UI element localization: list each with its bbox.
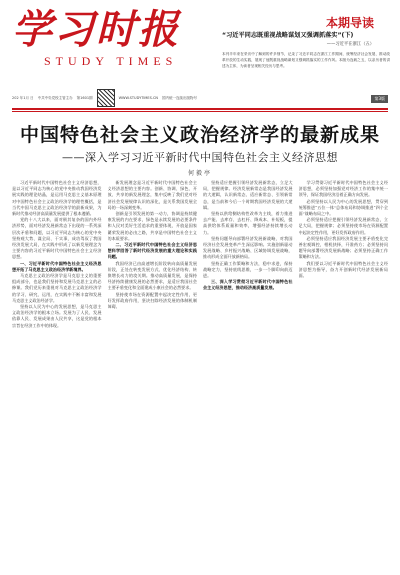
logo: 学习时报 (12, 6, 180, 53)
paragraph: 必须坚持适应把握引领经济发展新常态，立足大局，把握规律；必须坚持使市场在资源配置中起决定性作用，更好发挥政府作用。 (298, 217, 388, 235)
article-headline: 中国特色社会主义政治经济学的最新成果 (19, 124, 380, 146)
paragraph: 必须坚持适应我国经济发展主要矛盾变化完善宏观调控，相机抉择，开准药方；必须坚持问题导向部署经济发展新战略；必须坚持正确工作策略和方法。 (298, 235, 388, 260)
section-heading: 一、习近平新时代中国特色社会主义经济思想开拓了马克思主义政治经济学新境界。 (12, 260, 102, 272)
featured-title[interactable] (222, 30, 390, 39)
paragraph: 坚持使市场在资源配置中起决定性作用，更好发挥政府作用，坚决扫除经济发展的体制机制障碍。 (107, 291, 197, 310)
masthead (12, 8, 202, 88)
featured-title-text: “习近平同志既重视战略谋划又强调抓落实”(下) (222, 32, 354, 39)
article-body (12, 180, 388, 568)
paragraph: 必须坚持以人民为中心的发展思想，贯穿到统筹推进“五位一体”总体布局和协调推进“四个全面”战略布局之中。 (298, 198, 388, 217)
header-divider-thin (12, 111, 388, 112)
info-issue: 第1601期 (76, 95, 93, 100)
paragraph: 坚持以人民为中心的发展思想，是马克思主义政治经济学的根本立场。发展为了人民、发展依靠人民、发展成果由人民共享，这是党的根本宗旨在经济工作中的体现。 (12, 304, 102, 328)
article-column-4 (299, 180, 389, 568)
paragraph: 马克思主义政治经济学是马克思主义的重要组成部分，也是我们坚持和发展马克思主义的必修课。我们党历来重视对马克思主义政治经济学的学习、研究、运用，在实践中不断丰富和发展马克思主义政治经济学。 (12, 273, 102, 303)
paragraph: 学习贯彻习近平新时代中国特色社会主义经济思想，必须坚持加强党对经济工作的集中统一领导，保证我国经济沿着正确方向发展。 (298, 180, 388, 198)
logo-english: STUDY TIMES (44, 54, 178, 68)
paragraph: 坚持正确工作策略和方法，稳中求进，保持战略定力，坚持底线思维，一步一个脚印向前迈进。 (203, 260, 293, 279)
header-divider (12, 108, 388, 110)
article-column-1 (12, 180, 102, 568)
info-website: WWW.STUDYTIMES.CN (118, 95, 159, 100)
article-column-3 (203, 180, 293, 568)
featured-label: 本期导读 (325, 16, 374, 30)
article-column-2 (108, 180, 198, 568)
paragraph: 习近平新时代中国特色社会主义经济思想，是以习近平同志为核心的党中央推动我国经济发展实践的理论结晶，是运用马克思主义基本原理对中国特色社会主义政治经济学的理性概括，是当代中国马克思主义政治经济学的最新成果，为新时代推动经济高质量发展提供了根本遵循。 (12, 180, 102, 217)
featured-series: ——习近平在浙江（五） (326, 42, 374, 47)
qr-code-icon (97, 89, 115, 107)
info-publisher: 中共中央党校主管主办 (37, 95, 73, 100)
article-subhead: ——深入学习习近平新时代中国特色社会主义经济思想 (62, 151, 338, 164)
info-serial: 国内统一连续出版物号 (162, 95, 198, 100)
section-heading: 二、习近平新时代中国特色社会主义经济思想科学回答了新时代经济发展的重大理论和实践问题。 (107, 242, 197, 260)
page-tag: 第3版 (371, 95, 388, 103)
masthead-info-bar (12, 88, 198, 108)
paragraph: 新发展理念是习近平新时代中国特色社会主义经济思想的主要内容。创新、协调、绿色、开放、共享的新发展理念，集中反映了我们党对经济社会发展规律认识的深化，是关系我国发展全局的一场深刻变革。 (107, 180, 197, 210)
paragraph: 我们要以习近平新时代中国特色社会主义经济思想为指导，奋力开创新时代经济发展新局面。 (298, 260, 388, 279)
article-byline: 何毅亭 (187, 170, 212, 177)
paragraph: 坚持以供给侧结构性改革为主线，着力推进去产能、去库存、去杠杆、降成本、补短板，提高供给体系质量和效率，增强经济持续增长动力。 (203, 211, 293, 235)
section-heading: 三、深入学习贯彻习近平新时代中国特色社会主义经济思想，推动经济高质量发展。 (203, 279, 293, 291)
paragraph: 党的十八大以来，面对极其复杂的国内外经济形势，面对经济发展新常态下出现的一系列深层次矛盾和问题，以习近平同志为核心的党中央坚持观大势、谋全局、干实事，成功驾驭了我国经济发展大局，在实践中形成了以新发展理念为主要内容的习近平新时代中国特色社会主义经济思想。 (12, 217, 102, 260)
featured-summary: 本刊半年来在采访中了解到的许多细节，记录了习近平同志在浙江工作期间，统筹经济社会发展、推动改革开放的生动实践，展现了他既重视战略谋划又强调抓落实的工作作风。本版为连载之五，以亲历者的讲述为主体，为读者呈现相关经历与思考。 (222, 52, 390, 68)
info-date: 202 年1月 日 (12, 95, 34, 100)
paragraph: 创新是引领发展的第一动力，协调是持续健康发展的内在要求，绿色是永续发展的必要条件和人民对美好生活追求的重要体现，开放是国家繁荣发展的必由之路，共享是中国特色社会主义的本质要求。 (107, 211, 197, 241)
paragraph: 坚持问题导向部署经济发展新战略，对我国经济社会发展变革产生深远影响。实施创新驱动发展战略、乡村振兴战略、区域协调发展战略，推动形成全面开放新格局。 (203, 235, 293, 260)
paragraph: 坚持适应把握引领经济发展新常态，立足大局，把握规律。经济发展新常态是我国经济发展的大逻辑，认识新常态、适应新常态、引领新常态，是当前和今后一个时期我国经济发展的大逻辑。 (203, 180, 293, 210)
paragraph: 我国经济已由高速增长阶段转向高质量发展阶段，正处在转变发展方式、优化经济结构、转换增长动力的攻关期。推动高质量发展，是保持经济持续健康发展的必然要求，是适应我国社会主要矛盾变化和全面建成小康社会的必然要求。 (107, 260, 197, 291)
